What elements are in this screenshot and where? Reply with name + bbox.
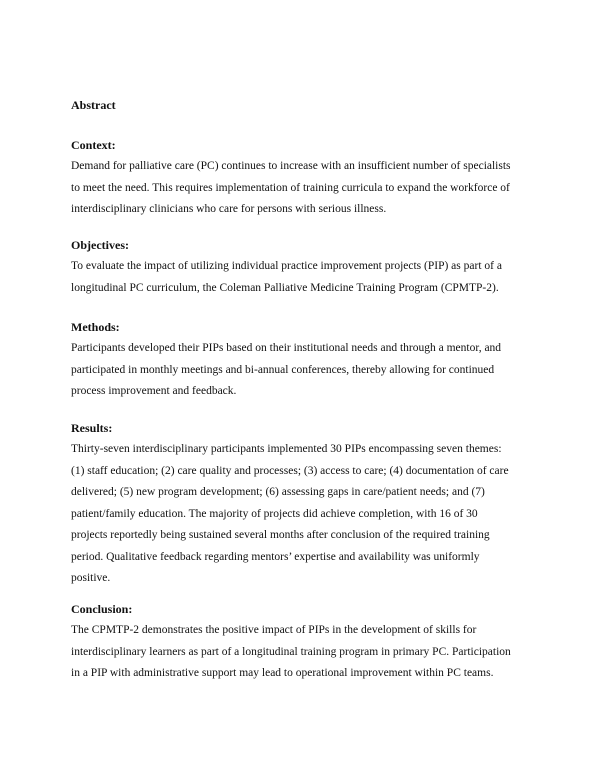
abstract-title: Abstract [71,98,116,112]
section-context [71,137,551,221]
section-heading: Methods: [71,320,120,334]
text-line: interdisciplinary clinicians who care for persons with serious illness. [71,203,387,215]
text-line: interdisciplinary learners as part of a longitudinal training program in primary PC. Participation [71,645,511,658]
section-heading: Conclusion: [71,602,133,616]
text-line: projects reportedly being sustained several months after conclusion of the required training [71,529,490,541]
text-line: longitudinal PC curriculum, the Coleman Palliative Medicine Training Program (CPMTP-2). [71,281,499,294]
section-body [71,156,551,221]
text-line: Demand for palliative care (PC) continues to increase with an insufficient number of specialists [71,160,511,172]
section-results [71,420,551,590]
text-line: Participants developed their PIPs based on their institutional needs and through a mentor, and [71,342,502,354]
text-line: positive. [71,572,111,584]
section-methods [71,319,551,403]
section-conclusion [71,601,551,685]
section-body [71,256,551,299]
text-line: To evaluate the impact of utilizing individual practice improvement projects (PIP) as part of a [71,260,502,272]
section-objectives [71,237,551,299]
section-body [71,338,551,403]
section-body [71,620,551,685]
text-line: The CPMTP-2 demonstrates the positive impact of PIPs in the development of skills for [71,624,477,636]
section-heading: Objectives: [71,238,129,252]
text-line: delivered; (5) new program development; (6) assessing gaps in care/patient needs; and (7) [71,486,485,498]
text-line: patient/family education. The majority of projects did achieve completion, with 16 of 30 [71,507,478,520]
text-line: period. Qualitative feedback regarding mentors’ expertise and availability was uniformly [71,550,480,563]
text-line: to meet the need. This requires implementation of training curricula to expand the workforce of [71,181,510,194]
text-line: Thirty-seven interdisciplinary participants implemented 30 PIPs encompassing seven themes: [71,443,502,455]
text-line: (1) staff education; (2) care quality and processes; (3) access to care; (4) documentation of care [71,464,509,477]
section-heading: Results: [71,421,113,435]
section-heading: Context: [71,138,116,152]
text-line: process improvement and feedback. [71,385,237,397]
text-line: participated in monthly meetings and bi-annual conferences, thereby allowing for continued [71,363,495,376]
section-body [71,439,551,590]
text-line: in a PIP with administrative support may lead to operational improvement within PC teams. [71,667,494,679]
